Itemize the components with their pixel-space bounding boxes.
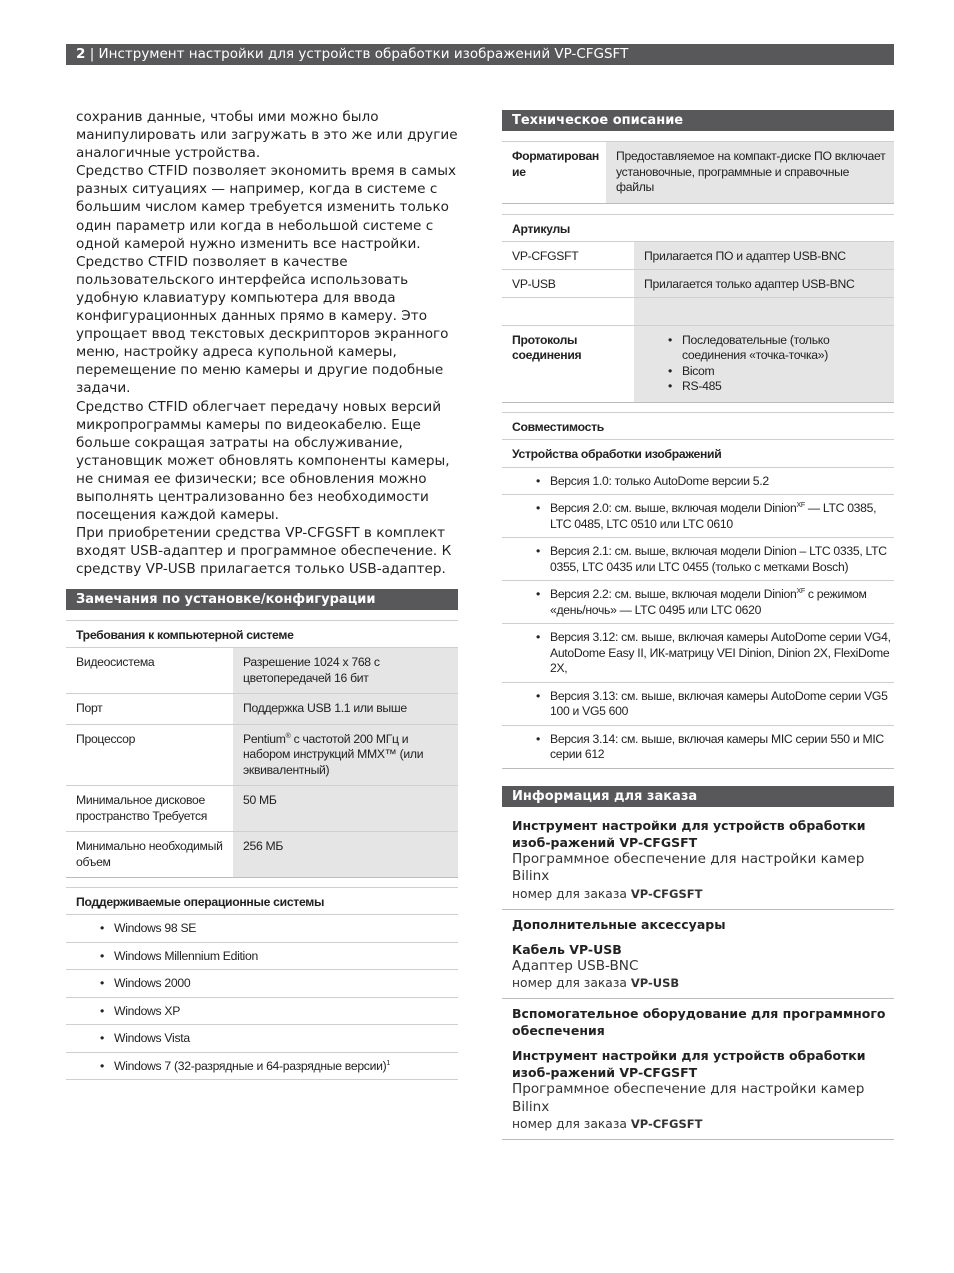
order-item [502,935,894,1000]
row-value: Разрешение 1024 x 768 с цветопередачей 16 бит [233,648,458,693]
version-item [502,587,894,618]
version-text: с режимом «день/ночь» — LTC 0495 или LTC 0620 [550,587,867,617]
order-number-prefix: номер для заказа [512,1117,627,1131]
list-item [502,683,894,726]
order-number [512,1116,894,1133]
row-value: 256 МБ [233,832,458,877]
right-column [502,110,894,1140]
format-value: Предоставляемое на компакт-диске ПО включает установочные, программные и справочные файлы [606,142,894,203]
table-row [66,725,458,787]
order-section-heading: Информация для заказа [502,786,894,807]
intro-paragraph: При приобретении средства VP-CFGSFT в комплект входят USB-адаптер и программное обеспечение. К средству VP-USB прилагается только USB-адаптер. [76,525,452,578]
compat-title: Совместимость [502,412,894,440]
os-item-text: Windows 7 (32-разрядные и 64-разрядные версии) [114,1058,387,1073]
registered-mark: ® [285,732,291,740]
row-value-part: Pentium [243,731,286,746]
requirements-table [66,620,458,1080]
devices-title: Устройства обработки изображений [502,440,894,468]
version-item: • Версия 3.13: см. выше, включая камеры AutoDome серии VG5 100 и VG5 600 [502,689,894,720]
requirements-title: Требования к компьютерной системе [66,620,458,648]
left-column [66,108,458,1080]
auxiliary-title: Вспомогательное оборудование для программного обеспечения [512,1006,886,1038]
intro-paragraph: Средство CTFID позволяет экономить время в самых разных ситуациях — например, когда в системе с большим числом камер требуется изменить только один параметр или когда в небольшой системе с одной камерой нужно изменить все настройки. [76,163,457,252]
order-code: VP-USB [630,976,680,990]
version-item: • Версия 3.12: см. выше, включая камеры AutoDome серии VG4, AutoDome Easy II, ИК-матрицу VEI Dinion, Dinion 2X, FlexiDome 2X, [502,630,894,677]
list-item [66,915,458,943]
intro-paragraph: Средство CTFID позволяет в качестве пользовательского интерфейса использовать удобную клавиатуру компьютера для ввода конфигурационных данных прямо в камеру. Это упрощает ввод текстовых дескрипторов экранного меню, настройку адреса купольной камеры, перемещение по меню камеры и другие подобные задачи. [76,253,449,397]
table-row [66,694,458,725]
table-row [502,242,894,270]
page-header-title: | Инструмент настройки для устройств обработки изображений VP-CFGSFT [85,46,629,62]
format-label: Форматирован ие [502,142,606,203]
list-item [66,970,458,998]
intro-paragraph: сохранив данные, чтобы ими можно было манипулировать или загружать в это же или другие аналогичные устройства. [76,109,458,162]
table-row [502,270,894,298]
protocol-item: • Bicom [634,364,886,380]
list-item [66,998,458,1026]
version-text: — LTC 0385, LTC 0485, LTC 0510 или LTC 0610 [550,501,877,531]
accessories-group [502,910,894,935]
list-item [502,538,894,581]
footnote-mark: 1 [386,1059,390,1067]
list-item [66,1053,458,1081]
article-code: VP-CFGSFT [502,242,634,269]
list-item [66,1025,458,1053]
list-item [502,581,894,624]
order-item-desc: Программное обеспечение для настройки камер Bilinx [512,1081,865,1115]
page-header [66,44,894,65]
article-desc: Прилагается только адаптер USB-BNC [634,270,894,297]
order-number [512,975,894,992]
version-item [502,501,894,532]
intro-paragraph: Средство CTFID облегчает передачу новых версий микропрограммы камеры по видеокабелю. Еще больше сокращая затраты на обслуживание, установщик может обновлять компоненты камеры, не снимая ее физически; все обновления можно выполнять централизованно без необходимости посещения каждой камеры. [76,398,450,524]
list-item [502,495,894,538]
table-row [66,786,458,832]
row-value: Поддержка USB 1.1 или выше [233,694,458,724]
row-value-part: с частотой 200 МГц и набором инструкций MMX™ (или эквивалентный) [243,731,424,777]
install-section-heading: Замечания по установке/конфигурации [66,589,458,610]
tech-table [502,141,894,769]
os-item: • Windows 98 SE [66,921,458,937]
os-item [66,1059,458,1075]
order-code: VP-CFGSFT [630,1117,703,1131]
tech-section-heading: Техническое описание [502,110,894,131]
os-item: • Windows Vista [66,1031,458,1047]
os-item: • Windows Millennium Edition [66,949,458,965]
row-value [233,725,458,786]
list-item [502,726,894,769]
os-item: • Windows XP [66,1004,458,1020]
auxiliary-group [502,999,894,1041]
version-text: Версия 2.0: см. выше, включая модели Dinion [550,501,797,515]
list-item [502,468,894,496]
protocols-label: Протоколы соединения [502,326,634,402]
table-row [66,648,458,694]
article-desc: Прилагается ПО и адаптер USB-BNC [634,242,894,269]
articles-title: Артикулы [502,214,894,242]
order-item-title: Инструмент настройки для устройств обработки изоб-ражений VP-CFGSFT [512,817,866,850]
order-number-prefix: номер для заказа [512,976,627,990]
order-number [512,886,894,903]
row-label: Минимальное дисковое пространство Требуется [66,786,233,831]
order-info [502,811,894,1141]
row-label: Минимально необходимый объем [66,832,233,877]
protocols-list [634,326,894,402]
accessories-title: Дополнительные аксессуары [512,916,726,932]
version-item: • Версия 2.1: см. выше, включая модели Dinion – LTC 0335, LTC 0355, LTC 0435 или LTC 0455 (только с метками Bosch) [502,544,894,575]
order-item-desc: Адаптер USB-BNC [512,957,639,974]
superscript: XF [796,587,805,595]
order-code: VP-CFGSFT [630,886,703,901]
list-item [66,943,458,971]
article-code: VP-USB [502,270,634,297]
version-text: Версия 2.2: см. выше, включая модели Dinion [550,587,797,601]
table-row [502,326,894,403]
order-item-title: Кабель VP-USB [512,941,622,957]
order-item-title: Инструмент настройки для устройств обработки изоб-ражений VP-CFGSFT [512,1048,866,1080]
page-number: 2 [76,46,86,62]
row-label: Процессор [66,725,233,786]
table-row [502,141,894,204]
table-row [502,298,894,326]
version-item: • Версия 1.0: только AutoDome версии 5.2 [502,474,894,490]
intro-text [66,108,458,578]
table-row [66,832,458,878]
order-item [502,811,894,910]
order-number-prefix: номер для заказа [512,886,627,901]
protocol-item: • Последовательные (только соединения «точка-точка») [634,333,886,364]
protocol-item: • RS-485 [634,379,886,395]
row-label: Порт [66,694,233,724]
os-title: Поддерживаемые операционные системы [66,887,458,915]
order-item-desc: Программное обеспечение для настройки камер Bilinx [512,850,865,884]
row-label: Видеосистема [66,648,233,693]
version-item: • Версия 3.14: см. выше, включая камеры MIC серии 550 и MIC серии 612 [502,732,894,763]
os-item: • Windows 2000 [66,976,458,992]
row-value: 50 МБ [233,786,458,831]
list-item [502,624,894,683]
superscript: XF [796,501,805,509]
order-item [502,1041,894,1140]
